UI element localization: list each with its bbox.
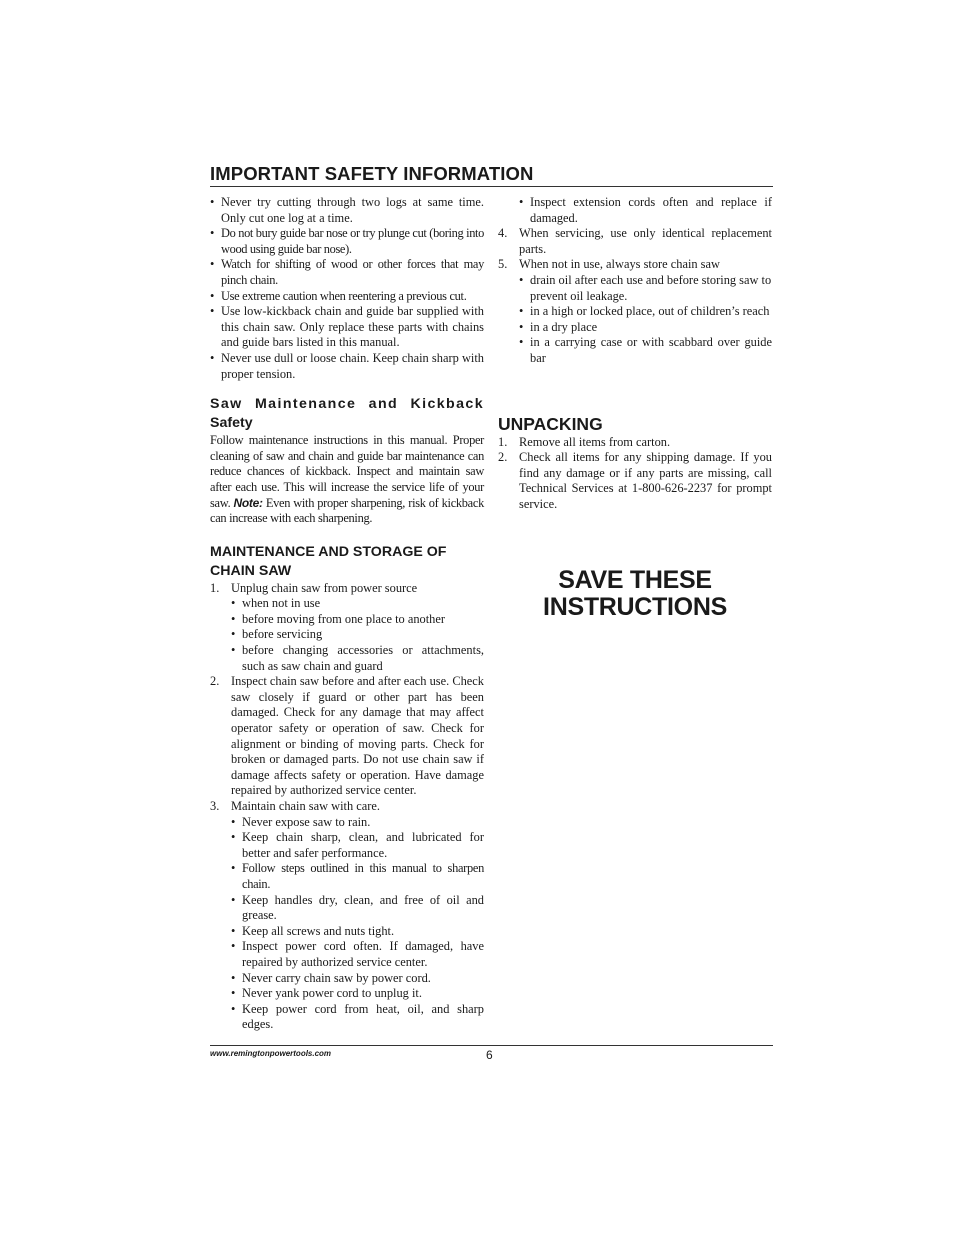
item-number: 5.	[498, 257, 508, 272]
numbered-item	[498, 226, 772, 257]
list-item: • before moving from one place to another	[231, 612, 484, 628]
right-column	[498, 195, 772, 513]
item-text: Remove all items from carton.	[519, 434, 671, 449]
intro-bullet-list	[210, 195, 484, 382]
list-item: • Never carry chain saw by power cord.	[231, 971, 484, 987]
saw-maintenance-body: Follow maintenance instructions in this manual. Proper cleaning of saw and chain and guide bar maintenance can reduce chances of kickback. Inspect and maintain saw after each use. This will increase the service life of your saw.	[210, 433, 484, 510]
save-heading-line1: SAVE THESE	[558, 566, 712, 594]
saw-maintenance-heading	[210, 395, 484, 433]
list-item: • Use extreme caution when reentering a previous cut.	[210, 289, 484, 305]
list-item: • when not in use	[231, 596, 484, 612]
list-item: • Never try cutting through two logs at same time. Only cut one log at a time.	[210, 195, 484, 226]
sub-bullet-list	[231, 596, 484, 674]
unpacking-list	[498, 435, 772, 513]
list-item: • Follow steps outlined in this manual to sharpen chain.	[231, 861, 484, 892]
list-item: • Never expose saw to rain.	[231, 815, 484, 831]
sub-bullet-list	[519, 195, 772, 226]
item-number: 2.	[210, 674, 220, 689]
numbered-item	[210, 581, 484, 675]
list-item: • before changing accessories or attachments, such as saw chain and guard	[231, 643, 484, 674]
item-text: Check all items for any shipping damage. If you find any damage or if any parts are missing, call Technical Services at 1-800-626-2237 for prompt service.	[519, 450, 772, 511]
list-item: • in a dry place	[519, 320, 772, 336]
list-item: • in a high or locked place, out of children’s reach	[519, 304, 772, 320]
maintenance-storage-list	[210, 581, 484, 1033]
item-text: Inspect chain saw before and after each use. Check saw closely if guard or other part has been damaged. Check for any damage that may affect operator safety or operation of saw. Check for alignment or binding of moving parts. Check for broken or damaged parts. Do not use chain saw if damage affects safety or operation. Have damage repaired by authorized service center.	[231, 674, 484, 798]
note-text: Even with proper sharpening, risk of kickback can increase with each sharpening.	[210, 495, 484, 526]
list-item: • Use low-kickback chain and guide bar supplied with this chain saw. Only replace these parts with chains and guide bars listed in this manual.	[210, 304, 484, 351]
list-item: • in a carrying case or with scabbard over guide bar	[519, 335, 772, 366]
list-item: • Keep chain sharp, clean, and lubricated for better and safer performance.	[231, 830, 484, 861]
item-number: 1.	[210, 580, 220, 595]
page-title: IMPORTANT SAFETY INFORMATION	[210, 163, 534, 184]
save-instructions-heading	[498, 567, 772, 621]
item-number: 2.	[498, 450, 508, 465]
sub-bullet-list	[231, 815, 484, 1033]
item-text: When not in use, always store chain saw	[519, 257, 720, 272]
saw-maintenance-paragraph	[210, 433, 484, 527]
maintenance-storage-heading-line2: CHAIN SAW	[210, 562, 292, 579]
list-item: • Keep all screws and nuts tight.	[231, 924, 484, 940]
item-number: 3.	[210, 799, 220, 813]
list-item: • Do not bury guide bar nose or try plunge cut (boring into wood using guide bar nose).	[210, 226, 484, 257]
numbered-item	[210, 799, 484, 1033]
footer-url: www.remingtonpowertools.com	[210, 1049, 332, 1058]
maintenance-storage-heading	[210, 543, 484, 581]
list-item: • Never use dull or loose chain. Keep chain sharp with proper tension.	[210, 351, 484, 382]
left-column	[210, 195, 484, 1033]
footer-rule	[210, 1045, 773, 1046]
list-item: • Inspect extension cords often and replace if damaged.	[519, 195, 772, 226]
list-item: • Keep power cord from heat, oil, and sharp edges.	[231, 1002, 484, 1033]
save-heading-line2: INSTRUCTIONS	[543, 593, 727, 621]
numbered-item	[210, 674, 484, 799]
numbered-item	[498, 257, 772, 366]
list-item: • Inspect power cord often. If damaged, have repaired by authorized service center.	[231, 939, 484, 970]
item-text: Unplug chain saw from power source	[231, 580, 418, 595]
item-number: 4.	[498, 226, 508, 241]
list-item: • Never yank power cord to unplug it.	[231, 986, 484, 1002]
saw-maintenance-heading-line1: Saw Maintenance and Kickback	[210, 396, 484, 413]
item-number: 1.	[498, 434, 508, 449]
numbered-item	[498, 435, 772, 451]
sub-bullet-list	[519, 273, 772, 367]
continued-item	[498, 195, 772, 226]
maintenance-storage-heading-line1: MAINTENANCE AND STORAGE OF	[210, 543, 447, 560]
list-item: • Keep handles dry, clean, and free of oil and grease.	[231, 893, 484, 924]
storage-list-continued	[498, 195, 772, 367]
unpacking-heading: UNPACKING	[498, 413, 603, 434]
saw-maintenance-heading-line2: Safety	[210, 415, 253, 432]
list-item: • drain oil after each use and before storing saw to prevent oil leakage.	[519, 273, 772, 304]
item-text: When servicing, use only identical replacement parts.	[519, 226, 772, 256]
numbered-item	[498, 450, 772, 512]
page-number: 6	[486, 1048, 493, 1062]
title-rule	[210, 186, 773, 187]
item-text: Maintain chain saw with care.	[231, 799, 380, 813]
list-item: • before servicing	[231, 627, 484, 643]
note-label: Note:	[233, 495, 263, 510]
list-item: • Watch for shifting of wood or other forces that may pinch chain.	[210, 257, 484, 288]
